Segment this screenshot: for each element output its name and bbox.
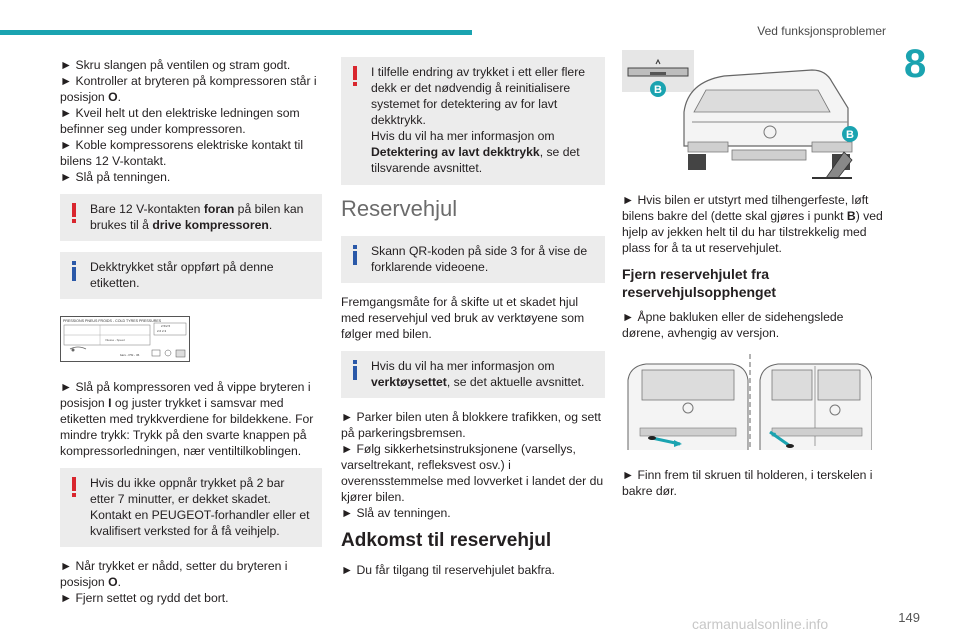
rear-doors-illustration bbox=[622, 350, 872, 455]
step-list-2 bbox=[341, 409, 605, 521]
step-list-1 bbox=[60, 57, 322, 185]
tyre-pressure-label-image bbox=[60, 316, 190, 362]
step-item: ► Koble kompressorens elektriske kontakt til bilens 12 V-kontakt. bbox=[60, 138, 304, 168]
step-item: ► Slå på tenningen. bbox=[60, 170, 171, 184]
svg-text:2.5/2.5: 2.5/2.5 bbox=[161, 324, 171, 328]
info-note: Hvis du vil ha mer informasjon om verktøysettet, se det aktuelle avsnittet. bbox=[341, 351, 605, 398]
warning-icon bbox=[71, 203, 77, 223]
step-item: ► Følg sikkerhetsinstruksjonene (varsellys, varseltrekant, refleksvest osv.) i overensstemmelse med lovverket i landet der du kjører bilen. bbox=[341, 442, 604, 504]
info-icon bbox=[352, 245, 358, 265]
warning-icon bbox=[352, 66, 358, 86]
heading-reservehjul: Reservehjul bbox=[341, 196, 458, 221]
step-item: ► Skru slangen på ventilen og stram godt. bbox=[60, 58, 291, 72]
paragraph-tow-hitch: ► Hvis bilen er utstyrt med tilhengerfeste, løft bilens bakre del (dette skal gjøres i punkt B) ved hjelp av jekken helt til du har tilstrekkelig med plass for å ta ut reservehjulet. bbox=[622, 193, 883, 255]
van-rear-left bbox=[628, 364, 748, 450]
paragraph-access: ► Du får tilgang til reservehjulet bakfra. bbox=[341, 563, 555, 577]
point-b-label: B bbox=[846, 129, 854, 141]
warning-note: Bare 12 V-kontakten foran på bilen kan brukes til å drive kompressoren. bbox=[60, 194, 322, 241]
page-number: 149 bbox=[898, 610, 920, 625]
van-rear-right bbox=[760, 364, 872, 450]
heading-remove-spare: Fjern reservehjulet fra reservehjulsopphenget bbox=[622, 266, 777, 300]
warning-note: I tilfelle endring av trykket i ett eller flere dekk er det nødvendig å reinitialisere systemet for detektering av for lavt dekktrykk. Hvis du vil ha mer informasjon om Detektering av lavt dekktrykk, se det tilsvarende avsnittet. bbox=[341, 57, 605, 185]
warning-icon bbox=[71, 477, 77, 497]
svg-text:Vitesse - Speed: Vitesse - Speed bbox=[105, 338, 125, 342]
paragraph-find-screw: ► Finn frem til skruen til holderen, i terskelen i bakre dør. bbox=[622, 468, 873, 498]
paragraph-procedure: Fremgangsmåte for å skifte ut et skadet hjul med reservehjul ved bruk av verktøyene som følger med bilen. bbox=[341, 295, 585, 341]
svg-text:2.6 2.3: 2.6 2.3 bbox=[157, 329, 167, 333]
step-item: ► Kveil helt ut den elektriske ledningen som befinner seg under kompressoren. bbox=[60, 106, 300, 136]
info-icon bbox=[352, 360, 358, 380]
chapter-number: 8 bbox=[904, 42, 927, 86]
header-accent-bar bbox=[0, 30, 472, 35]
info-note: Skann QR-koden på side 3 for å vise de forklarende videoene. bbox=[341, 236, 605, 283]
paragraph-pressure-reached: ► Når trykket er nådd, setter du bryteren i posisjon O. ► Fjern settet og rydd det bort. bbox=[60, 559, 288, 605]
section-title: Ved funksjonsproblemer bbox=[757, 24, 886, 38]
paragraph-compressor-on: ► Slå på kompressoren ved å vippe bryteren i posisjon I og juster trykket i samsvar med etiketten med trykkverdiene for bildekkene. For mindre trykk: Trykk på den svarte knappen på kompressorledningen, nær ventiltilkoblingen. bbox=[60, 380, 314, 458]
svg-text:bars - PSI - 36: bars - PSI - 36 bbox=[120, 353, 140, 357]
column-1 bbox=[60, 57, 322, 615]
column-3 bbox=[622, 50, 887, 508]
point-b-label: B bbox=[654, 84, 662, 96]
watermark: carmanualsonline.info bbox=[692, 616, 829, 632]
paragraph-open-doors: ► Åpne bakluken eller de sidehengslede dørene, avhengig av versjon. bbox=[622, 310, 844, 340]
warning-note: Hvis du ikke oppnår trykket på 2 bar etter 7 minutter, er dekket skadet. Kontakt en PEUGEOT-forhandler eller et kvalifisert verksted for å få veihjelp. bbox=[60, 468, 322, 547]
step-item: ► Parker bilen uten å blokkere trafikken, og sett på parkeringsbremsen. bbox=[341, 410, 602, 440]
column-2 bbox=[341, 57, 605, 587]
heading-adkomst: Adkomst til reservehjul bbox=[341, 530, 552, 551]
step-item: ► Slå av tenningen. bbox=[341, 506, 451, 520]
car-jack-illustration bbox=[622, 50, 887, 180]
label-title: PRESSIONS PNEUS FROIDS - COLD TYRES PRESSURES bbox=[63, 319, 162, 323]
info-note: Dekktrykket står oppført på denne etiketten. bbox=[60, 252, 322, 299]
step-item: ► Kontroller at bryteren på kompressoren står i posisjon O. bbox=[60, 74, 317, 104]
info-icon bbox=[71, 261, 77, 281]
